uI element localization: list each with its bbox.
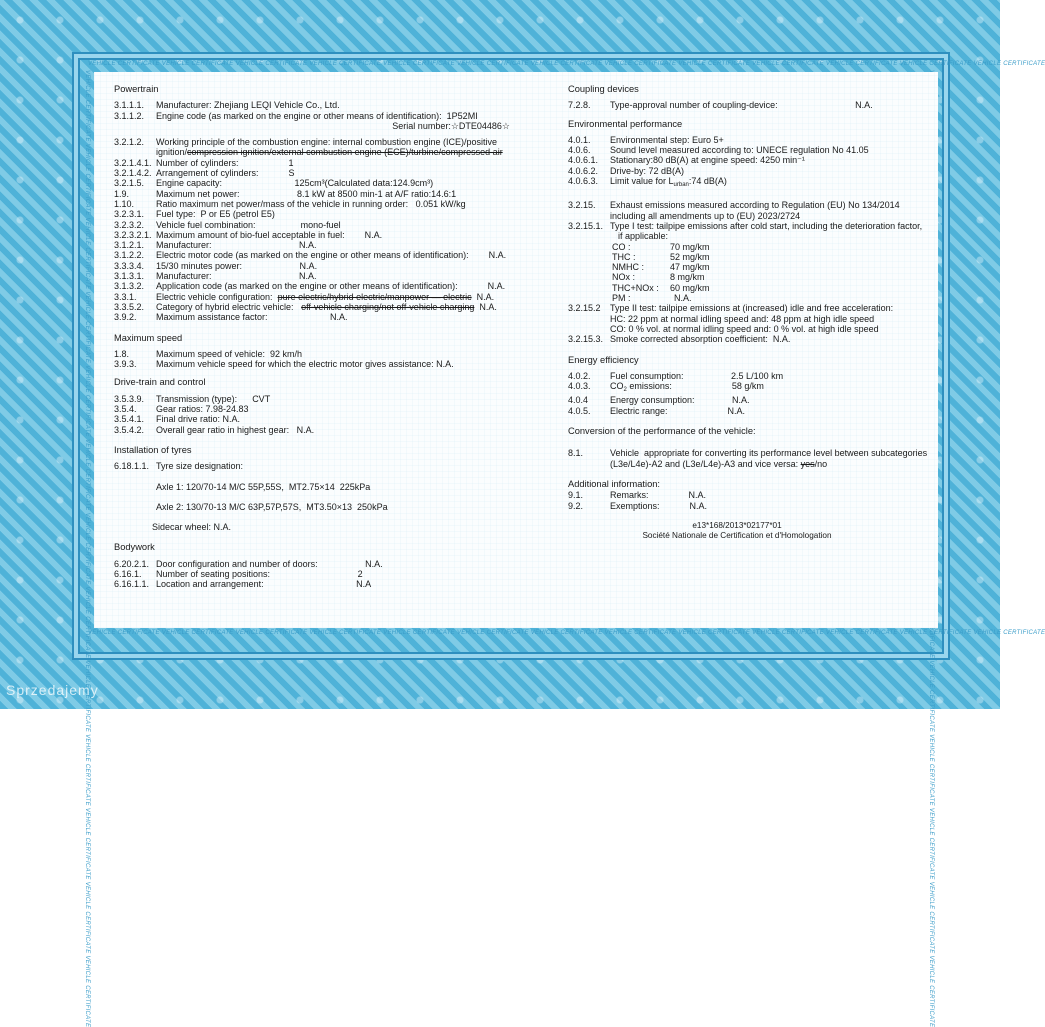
field-number: 3.2.15.2 xyxy=(568,303,601,314)
field-number: 4.0.6.1. xyxy=(568,155,599,166)
field-row xyxy=(568,490,936,500)
field-row xyxy=(568,145,936,155)
field-number: 3.3.3.4. xyxy=(114,260,145,271)
field-row xyxy=(568,135,936,145)
section-heading-drive-train: Drive-train and control xyxy=(114,377,206,388)
field-continuation: including all amendments up to (EU) 2023/2724 xyxy=(610,210,801,221)
field-text: Limit value for $L_{urban}:74$ dB(A) xyxy=(610,176,727,189)
field-text: Remarks: N.A. xyxy=(610,490,707,501)
serial-number: Serial number:☆DTE04486☆ xyxy=(392,120,510,131)
field-number: 3.9.2. xyxy=(114,312,137,323)
field-text: Number of cylinders: 1 xyxy=(156,157,294,168)
field-text: Category of hybrid electric vehicle: off-vehicle charging/not off-vehicle charging N.A. xyxy=(156,301,497,312)
field-row xyxy=(114,461,534,471)
field-text: $CO_2$ emissions: 58 g/km xyxy=(610,381,764,394)
emission-label: NOx : xyxy=(612,272,636,283)
field-continuation: ignition/compression ignition/external combustion engine (ECE)/turbine/compressed air xyxy=(156,147,503,158)
field-number: 3.2.3.2. xyxy=(114,219,145,230)
field-text: Door configuration and number of doors: N.A. xyxy=(156,558,383,569)
field-number: 3.1.2.1. xyxy=(114,240,145,251)
field-number: 7.2.8. xyxy=(568,100,591,111)
field-number: 4.0.3. xyxy=(568,381,591,392)
field-row xyxy=(114,240,534,250)
struck-text: compression ignition/external combustion engine (ECE)/turbine/compressed air xyxy=(187,147,503,158)
section-heading-coupling: Coupling devices xyxy=(568,84,639,94)
field-text: Manufacturer: Zhejiang LEQI Vehicle Co., Ltd. xyxy=(156,100,340,111)
field-number: 4.0.5. xyxy=(568,405,591,416)
field-row xyxy=(114,199,534,209)
field-row xyxy=(568,100,936,110)
emission-label: THC : xyxy=(612,251,636,262)
field-text: Vehicle appropriate for converting its performance level between subcategories xyxy=(610,448,928,459)
field-text: Exhaust emissions measured according to Regulation (EU) No 134/2014 xyxy=(610,200,900,211)
section-heading-additional: Additional information: xyxy=(568,478,660,489)
emission-value: 70 mg/km xyxy=(670,241,710,252)
field-number: 3.5.4. xyxy=(114,404,137,415)
field-row xyxy=(114,209,534,219)
field-text: Maximum net power: 8.1 kW at 8500 min-1 at A/F ratio:14.6:1 xyxy=(156,188,457,199)
field-row xyxy=(114,230,534,240)
border-text-left: VEHICLE CERTIFICATE VEHICLE CERTIFICATE VEHICLE CERTIFICATE VEHICLE CERTIFICATE VEHICLE CERTIFICATE VEHICLE CERTIFICATE VEHICLE CERTIFICATE VEHICLE CERTIFICATE VEHICLE CERTIFICATE VEHICLE CERTIFICATE VEHICLE CERTIFICATE VEHICLE CERTIFICATE VEHICLE CERTIFICATE xyxy=(84,70,90,1027)
field-text: Vehicle fuel combination: mono-fuel xyxy=(156,219,341,230)
field-number: 4.0.1. xyxy=(568,134,591,145)
field-row xyxy=(114,292,534,302)
field-row xyxy=(114,271,534,281)
field-number: 3.2.15.1. xyxy=(568,220,604,231)
field-number: 9.2. xyxy=(568,500,584,511)
field-number: 3.1.3.2. xyxy=(114,281,145,292)
field-text: Manufacturer: N.A. xyxy=(156,271,317,282)
emission-label: THC+NOx : xyxy=(612,282,659,293)
field-text: Ratio maximum net power/mass of the vehicle in running order: 0.051 kW/kg xyxy=(156,198,466,209)
emission-row xyxy=(612,283,936,293)
field-row xyxy=(114,559,534,569)
field-row xyxy=(568,501,936,511)
field-text: Arrangement of cylinders: S xyxy=(156,168,295,179)
emission-label: CO : xyxy=(612,241,631,252)
field-row xyxy=(568,200,936,210)
field-continuation: (L3e/L4e)-A2 and (L3e/L4e)-A3 and vice versa: yes/no xyxy=(610,458,828,469)
field-text: Final drive ratio: N.A. xyxy=(156,414,241,425)
field-row xyxy=(114,220,534,230)
field-text: Type II test: tailpipe emissions at (increased) idle and free acceleration: xyxy=(610,303,894,314)
emissions-table xyxy=(568,242,936,304)
field-number: 3.2.1.4.2. xyxy=(114,168,152,179)
field-row xyxy=(568,334,936,344)
field-number: 3.2.1.2. xyxy=(114,137,145,148)
field-row xyxy=(114,189,534,199)
emission-value: 52 mg/km xyxy=(670,251,710,262)
section-heading-conversion: Conversion of the performance of the vehicle: xyxy=(568,426,756,437)
field-row xyxy=(568,448,936,458)
field-row xyxy=(114,404,534,414)
field-row xyxy=(114,137,534,147)
field-number: 4.0.6.3. xyxy=(568,176,599,187)
field-number: 6.16.1. xyxy=(114,568,142,579)
section-heading-environment: Environmental performance xyxy=(568,118,683,129)
field-row xyxy=(114,425,534,435)
field-row xyxy=(568,176,936,190)
field-number: 4.0.6.2. xyxy=(568,165,599,176)
section-heading-powertrain: Powertrain xyxy=(114,84,159,94)
field-row xyxy=(114,579,534,589)
field-text: Working principle of the combustion engine: internal combustion engine (ICE)/positive xyxy=(156,137,498,148)
field-number: 3.1.1.2. xyxy=(114,110,145,121)
emission-row xyxy=(612,293,936,303)
field-row xyxy=(568,395,936,405)
border-text-bottom: VEHICLE CERTIFICATE VEHICLE CERTIFICATE VEHICLE CERTIFICATE VEHICLE CERTIFICATE VEHICLE CERTIFICATE VEHICLE CERTIFICATE VEHICLE CERTIFICATE VEHICLE CERTIFICATE VEHICLE CERTIFICATE VEHICLE CERTIFICATE VEHICLE CERTIFICATE VEHICLE CERTIFICATE VEHICLE CERTIFICATE xyxy=(88,630,1045,636)
field-row xyxy=(568,371,936,381)
field-text: Gear ratios: 7.98-24.83 xyxy=(156,404,249,415)
field-row xyxy=(568,166,936,176)
struck-text: pure electric/hybrid electric/manpower — electric xyxy=(277,291,472,302)
approval-number: e13*168/2013*02177*01 xyxy=(692,520,782,530)
certificate-page xyxy=(94,72,938,628)
field-text: Maximum speed of vehicle: 92 km/h xyxy=(156,348,303,359)
field-number: 3.5.3.9. xyxy=(114,393,145,404)
field-text: Manufacturer: N.A. xyxy=(156,240,317,251)
field-number: 3.1.3.1. xyxy=(114,271,145,282)
field-text: Location and arrangement: N.A xyxy=(156,579,372,590)
field-number: 3.2.3.1. xyxy=(114,209,145,220)
field-text: Maximum assistance factor: N.A. xyxy=(156,312,348,323)
field-continuation: HC: 22 ppm at normal idling speed and: 48 ppm at high idle speed xyxy=(610,313,875,324)
emission-row xyxy=(612,242,936,252)
field-row xyxy=(114,302,534,312)
field-number: 4.0.4 xyxy=(568,395,589,406)
field-text: Fuel consumption: 2.5 L/100 km xyxy=(610,370,784,381)
field-number: 6.20.2.1. xyxy=(114,558,150,569)
field-row xyxy=(114,100,534,110)
field-text: Smoke corrected absorption coefficient: N.A. xyxy=(610,334,791,345)
field-text: Engine code (as marked on the engine or other means of identification): 1P52MI xyxy=(156,110,478,121)
emission-value: 8 mg/km xyxy=(670,272,705,283)
field-text: Sound level measured according to: UNECE regulation No 41.05 xyxy=(610,145,869,156)
field-text: Electric vehicle configuration: pure electric/hybrid electric/manpower — electric N.A. xyxy=(156,291,495,302)
struck-text: yes xyxy=(800,458,815,469)
border-text-top: VEHICLE CERTIFICATE VEHICLE CERTIFICATE VEHICLE CERTIFICATE VEHICLE CERTIFICATE VEHICLE CERTIFICATE VEHICLE CERTIFICATE VEHICLE CERTIFICATE VEHICLE CERTIFICATE VEHICLE CERTIFICATE VEHICLE CERTIFICATE VEHICLE CERTIFICATE VEHICLE CERTIFICATE VEHICLE CERTIFICATE xyxy=(88,61,1045,67)
field-number: 3.2.15.3. xyxy=(568,334,604,345)
field-number: 3.5.4.1. xyxy=(114,414,145,425)
field-number: 1.8. xyxy=(114,348,130,359)
field-text: 15/30 minutes power: N.A. xyxy=(156,260,318,271)
field-text: Overall gear ratio in highest gear: N.A. xyxy=(156,424,315,435)
field-text: Energy consumption: N.A. xyxy=(610,395,750,406)
field-text: Type I test: tailpipe emissions after cold start, including the deterioration factor, xyxy=(610,220,923,231)
field-row xyxy=(568,303,936,313)
field-number: 8.1. xyxy=(568,448,584,459)
field-row xyxy=(114,261,534,271)
field-text: Fuel type: P or E5 (petrol E5) xyxy=(156,209,275,220)
field-number: 3.2.1.5. xyxy=(114,178,145,189)
field-number: 3.1.2.2. xyxy=(114,250,145,261)
section-heading-tyres: Installation of tyres xyxy=(114,444,192,455)
emission-label: PM : xyxy=(612,293,631,304)
field-text: Drive-by: 72 dB(A) xyxy=(610,165,685,176)
field-row xyxy=(114,349,534,359)
section-heading-energy: Energy efficiency xyxy=(568,354,639,365)
field-row xyxy=(568,155,936,165)
field-text: Stationary:80 dB(A) at engine speed: 4250 min⁻¹ xyxy=(610,155,805,166)
field-text: Engine capacity: 125cm³(Calculated data:124.9cm³) xyxy=(156,178,434,189)
field-number: 4.0.6. xyxy=(568,145,591,156)
emission-value: 47 mg/km xyxy=(670,262,710,273)
emission-row xyxy=(612,252,936,262)
field-number: 1.10. xyxy=(114,198,135,209)
emission-value: N.A. xyxy=(674,293,692,304)
field-row xyxy=(114,158,534,168)
field-text: Transmission (type): CVT xyxy=(156,393,271,404)
emission-row xyxy=(612,272,936,282)
field-text: Tyre size designation: xyxy=(156,461,244,472)
field-text: Exemptions: N.A. xyxy=(610,500,708,511)
field-number: 6.16.1.1. xyxy=(114,579,150,590)
field-text: Application code (as marked on the engine or other means of identification): N.A. xyxy=(156,281,506,292)
field-text: Electric range: N.A. xyxy=(610,405,746,416)
field-number: 3.3.1. xyxy=(114,291,137,302)
field-text: Environmental step: Euro 5+ xyxy=(610,134,724,145)
emission-row xyxy=(612,262,936,272)
axle-1-tyres: Axle 1: 120/70-14 M/C 55P,55S, MT2.75×14 225kPa xyxy=(156,481,371,492)
field-row xyxy=(114,359,534,369)
field-row xyxy=(114,281,534,291)
field-number: 3.1.1.1. xyxy=(114,100,145,111)
field-row xyxy=(114,168,534,178)
field-text: Maximum vehicle speed for which the electric motor gives assistance: N.A. xyxy=(156,359,454,370)
field-row xyxy=(568,381,936,395)
field-row xyxy=(114,111,534,121)
sidecar-wheel: Sidecar wheel: N.A. xyxy=(152,522,232,533)
field-text: Type-approval number of coupling-device: N.A. xyxy=(610,100,873,111)
field-row xyxy=(114,178,534,188)
field-number: 3.2.1.4.1. xyxy=(114,157,152,168)
axle-2-tyres: Axle 2: 130/70-13 M/C 63P,57P,57S, MT3.50×13 250kPa xyxy=(156,501,388,512)
struck-text: off-vehicle charging/not off-vehicle charging xyxy=(301,301,475,312)
field-number: 6.18.1.1. xyxy=(114,461,150,472)
section-heading-bodywork: Bodywork xyxy=(114,542,155,553)
field-continuation: if applicable: xyxy=(618,231,669,242)
field-row xyxy=(114,414,534,424)
site-watermark: Sprzedajemy xyxy=(6,682,99,698)
field-number: 4.0.2. xyxy=(568,370,591,381)
field-number: 3.3.5.2. xyxy=(114,301,145,312)
section-heading-maximum-speed: Maximum speed xyxy=(114,332,183,343)
field-row xyxy=(568,221,936,231)
field-number: 1.9. xyxy=(114,188,130,199)
field-number: 3.5.4.2. xyxy=(114,424,145,435)
field-row xyxy=(114,312,534,322)
right-column xyxy=(568,84,936,541)
left-column xyxy=(114,84,534,590)
field-text: Electric motor code (as marked on the engine or other means of identification): N.A. xyxy=(156,250,507,261)
field-row xyxy=(114,569,534,579)
field-row xyxy=(114,250,534,260)
approval-authority: Société Nationale de Certification et d'Homologation xyxy=(642,531,832,541)
field-continuation: CO: 0 % vol. at normal idling speed and: 0 % vol. at high idle speed xyxy=(610,323,879,334)
emission-value: 60 mg/km xyxy=(670,282,710,293)
field-text: Number of seating positions: 2 xyxy=(156,568,363,579)
field-row xyxy=(568,406,936,416)
field-number: 3.9.3. xyxy=(114,359,137,370)
emission-label: NMHC : xyxy=(612,262,644,273)
field-number: 3.2.3.2.1. xyxy=(114,229,152,240)
field-number: 9.1. xyxy=(568,490,584,501)
field-number: 3.2.15. xyxy=(568,200,596,211)
field-text: Maximum amount of bio-fuel acceptable in fuel: N.A. xyxy=(156,229,383,240)
field-row xyxy=(114,394,534,404)
